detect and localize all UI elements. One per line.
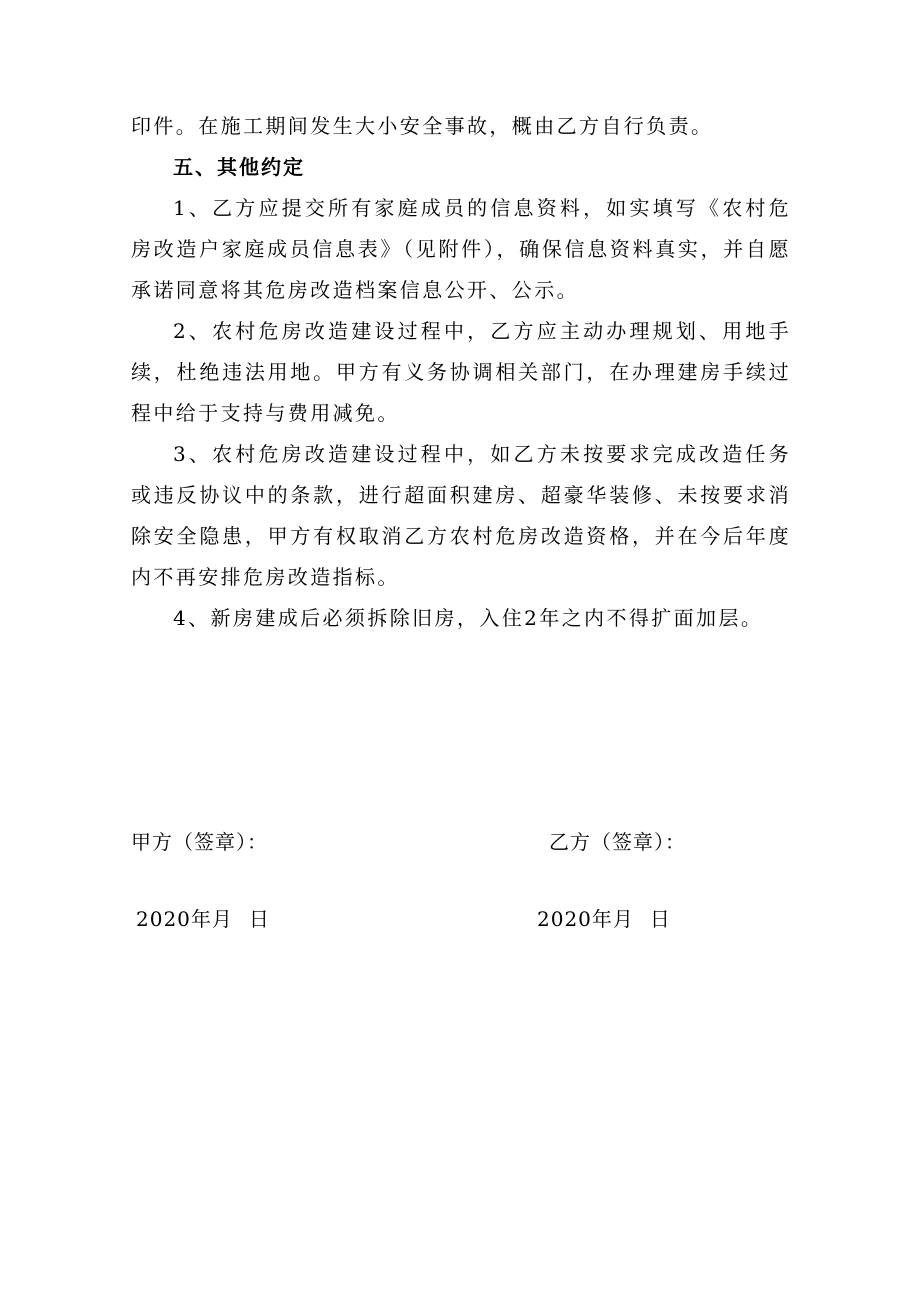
party-b-date-day: 日 bbox=[649, 907, 671, 931]
section-heading: 五、其他约定 bbox=[173, 155, 305, 179]
clause-3: 3、农村危房改造建设过程中，如乙方未按要求完成改造任务或违反协议中的条款，进行超面积建房、超豪华装修、未按要求消除安全隐患，甲方有权取消乙方农村危房改造资格，并在今后年度内不再安排危房改造指标。 bbox=[131, 442, 791, 589]
clause-2: 2、农村危房改造建设过程中，乙方应主动办理规划、用地手续，杜绝违法用地。甲方有义务协调相关部门，在办理建房手续过程中给于支持与费用减免。 bbox=[131, 319, 791, 425]
party-a-signature-label: 甲方（签章）： bbox=[131, 830, 268, 854]
clause-1: 1、乙方应提交所有家庭成员的信息资料，如实填写《农村危房改造户家庭成员信息表》（见附件），确保信息资料真实，并自愿承诺同意将其危房改造档案信息公开、公示。 bbox=[131, 196, 791, 302]
party-a-date-day: 日 bbox=[248, 907, 270, 931]
clause-4: 4、新房建成后必须拆除旧房，入住2年之内不得扩面加层。 bbox=[173, 606, 764, 630]
party-a-date bbox=[136, 903, 270, 932]
party-b-date-year-month: 2020年月 bbox=[537, 907, 634, 931]
document-body bbox=[131, 106, 791, 639]
party-a-date-year-month: 2020年月 bbox=[136, 907, 233, 931]
lead-paragraph: 印件。在施工期间发生大小安全事故，概由乙方自行负责。 bbox=[131, 114, 714, 138]
party-b-date bbox=[537, 903, 671, 932]
party-b-signature-label: 乙方（签章）： bbox=[549, 830, 686, 854]
